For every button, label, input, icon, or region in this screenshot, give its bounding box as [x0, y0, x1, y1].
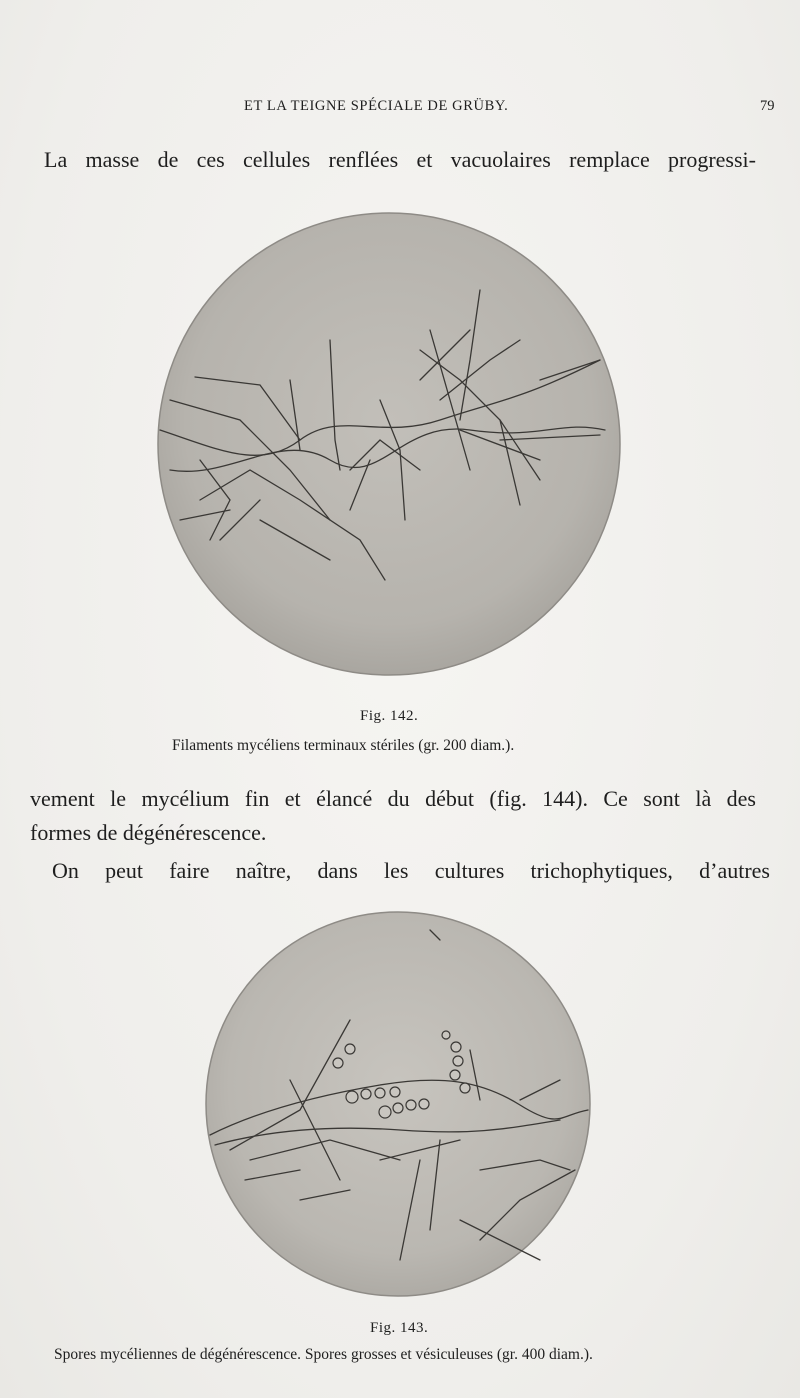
page-number: 79 — [760, 98, 775, 114]
figure-143-caption: Spores mycéliennes de dégénérescence. Spores grosses et vésiculeuses (gr. 400 diam.). — [54, 1346, 593, 1363]
figure-143-label: Fig. 143. — [370, 1320, 429, 1336]
body-text-line-2: vement le mycélium fin et élancé du début (fig. 144). Ce sont là des — [30, 786, 756, 811]
figure-142-caption: Filaments mycéliens terminaux stériles (gr. 200 diam.). — [172, 737, 515, 754]
body-text-line-3: formes de dégénérescence. — [30, 820, 267, 845]
body-text-line-4: On peut faire naître, dans les cultures trichophytiques, d’autres — [52, 858, 770, 883]
running-head: ET LA TEIGNE SPÉCIALE DE GRÜBY. — [244, 98, 509, 114]
body-text-line-1: La masse de ces cellules renflées et vacuolaires remplace progressi- — [44, 147, 756, 172]
figure-142-label: Fig. 142. — [360, 708, 419, 724]
